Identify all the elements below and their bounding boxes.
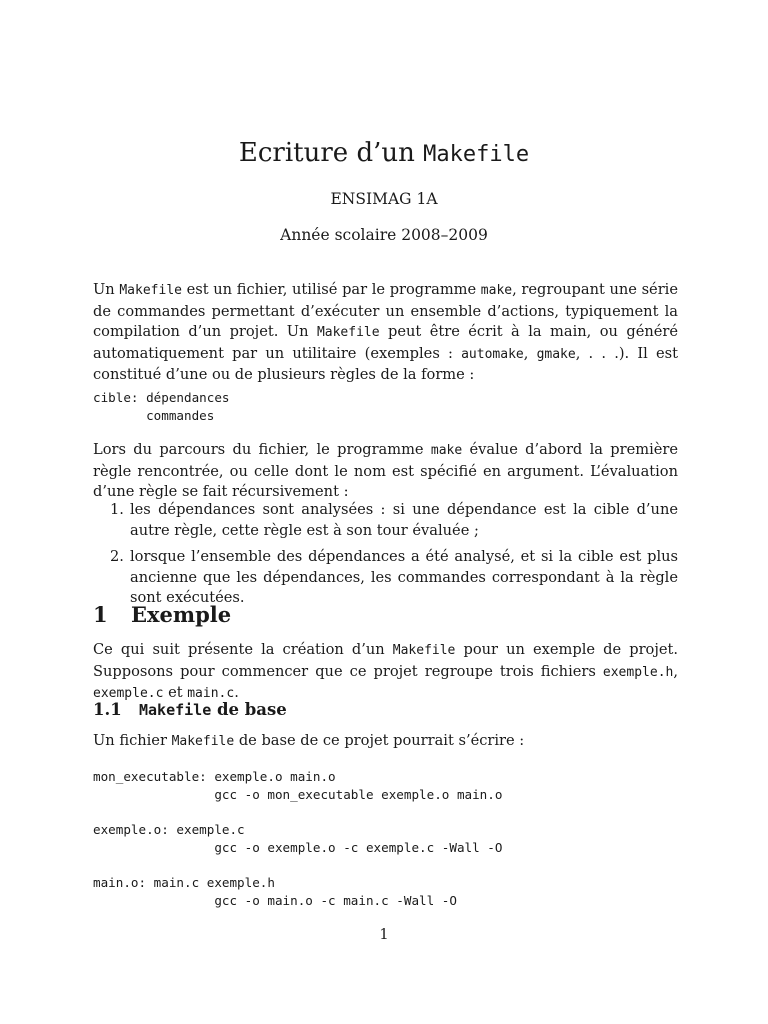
makefile-code-block-executable: mon_executable: exemple.o main.o gcc -o mon_executable exemple.o main.o bbox=[93, 769, 503, 802]
list-item: 1. les dépendances sont analysées : si une dépendance est la cible d’une autre règle, cette règle est à son tour évaluée ; bbox=[110, 501, 678, 539]
intro-paragraph: Un Makefile est un fichier, utilisé par le programme make, regroupant une série de commandes permettant d’exécuter un ensemble d’actions, typiquement la compilation d’un projet. Un Makefile peut être écrit à la main, ou généré automatiquement par un utilitaire (exemples : automake, gmake, . . .). Il est constitué d’une ou de plusieurs règles de la forme : bbox=[93, 281, 678, 383]
base-makefile-intro: Un fichier Makefile de base de ce projet pourrait s’écrire : bbox=[93, 732, 525, 749]
evaluation-steps-list bbox=[93, 500, 678, 615]
makefile-code-block-exemple: exemple.o: exemple.c gcc -o exemple.o -c exemple.c -Wall -O bbox=[93, 822, 503, 855]
example-intro-paragraph: Ce qui suit présente la création d’un Makefile pour un exemple de projet. Supposons pour commencer que ce projet regroupe trois fichiers exemple.h, exemple.c et main.c. bbox=[93, 641, 678, 701]
document-subtitle: ENSIMAG 1A bbox=[330, 190, 438, 208]
makefile-code-block-main: main.o: main.c exemple.h gcc -o main.o -c main.c -Wall -O bbox=[93, 875, 457, 908]
subsection-heading: 1.1 Makefile de base bbox=[93, 700, 287, 719]
evaluation-paragraph: Lors du parcours du fichier, le programme make évalue d’abord la première règle rencontrée, ou celle dont le nom est spécifié en argument. L’évaluation d’une règle se fait récursivement : bbox=[93, 441, 679, 500]
list-item: 2. lorsque l’ensemble des dépendances a été analysé, et si la cible est plus ancienne que les dépendances, les commandes correspondant à la règle sont exécutées. bbox=[110, 548, 678, 606]
rule-form-code: cible: dépendances commandes bbox=[93, 390, 230, 423]
section-heading: 1 Exemple bbox=[93, 602, 232, 627]
page-number: 1 bbox=[379, 926, 389, 943]
document-title: Ecriture d’un Makefile bbox=[238, 138, 530, 168]
document-year: Année scolaire 2008–2009 bbox=[280, 226, 488, 244]
